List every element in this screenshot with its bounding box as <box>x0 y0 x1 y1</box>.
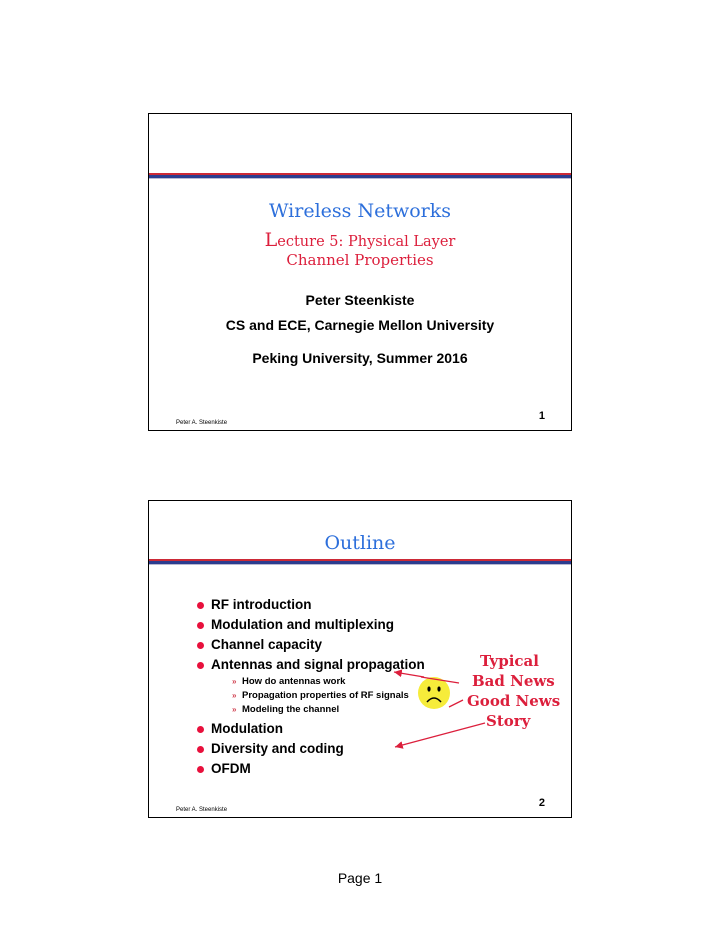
lecture-text: ecture 5: Physical Layer <box>277 234 456 250</box>
page-label: Page 1 <box>337 870 383 886</box>
bullet-icon <box>197 622 204 629</box>
header-rule <box>149 559 571 566</box>
story-label-good-news: Good News <box>467 692 561 710</box>
sub-list-item: » How do antennas work <box>232 676 346 687</box>
bullet-icon <box>197 602 204 609</box>
sub-list <box>211 675 425 719</box>
chevron-icon: » <box>232 705 237 714</box>
venue: Peking University, Summer 2016 <box>252 350 468 366</box>
slide-number: 1 <box>538 410 545 422</box>
footer-author: Peter A. Steenkiste <box>176 420 228 426</box>
lecture-initial: L <box>264 229 278 251</box>
author-name: Peter Steenkiste <box>305 292 415 308</box>
chevron-icon: » <box>232 691 237 700</box>
list-item: RF introduction <box>197 595 425 615</box>
bullet-icon <box>197 726 204 733</box>
slide-1 <box>148 113 572 431</box>
list-item: Modulation and multiplexing <box>197 615 425 635</box>
lecture-line <box>149 229 571 251</box>
bullet-icon <box>197 766 204 773</box>
slide-title: Wireless Networks <box>268 200 451 222</box>
footer-author: Peter A. Steenkiste <box>176 807 228 813</box>
sad-face-icon <box>417 676 451 710</box>
outline-list <box>197 595 425 779</box>
bullet-icon <box>197 746 204 753</box>
arrow-line <box>449 700 463 707</box>
story-label-typical: Typical <box>480 652 539 670</box>
list-item: Diversity and coding <box>197 739 425 759</box>
affiliation: CS and ECE, Carnegie Mellon University <box>225 317 495 333</box>
sub-list-item: » Propagation properties of RF signals <box>232 690 409 701</box>
list-item: OFDM <box>197 759 425 779</box>
story-label-story: Story <box>486 712 531 730</box>
list-item: Channel capacity <box>197 635 425 655</box>
slide-2 <box>148 500 572 818</box>
bullet-icon <box>197 642 204 649</box>
header-rule <box>149 173 571 180</box>
chevron-icon: » <box>232 677 237 686</box>
slide-title: Outline <box>324 532 396 554</box>
sub-list-item: » Modeling the channel <box>232 704 340 715</box>
story-label-bad-news: Bad News <box>472 672 555 690</box>
slide-subtitle: Channel Properties <box>286 251 434 269</box>
bullet-icon <box>197 662 204 669</box>
list-item: Antennas and signal propagation » How do antennas work » Propagation properties of RF signals » Modeling the channel <box>197 655 425 719</box>
slide-number: 2 <box>538 797 545 809</box>
list-item: Modulation <box>197 719 425 739</box>
